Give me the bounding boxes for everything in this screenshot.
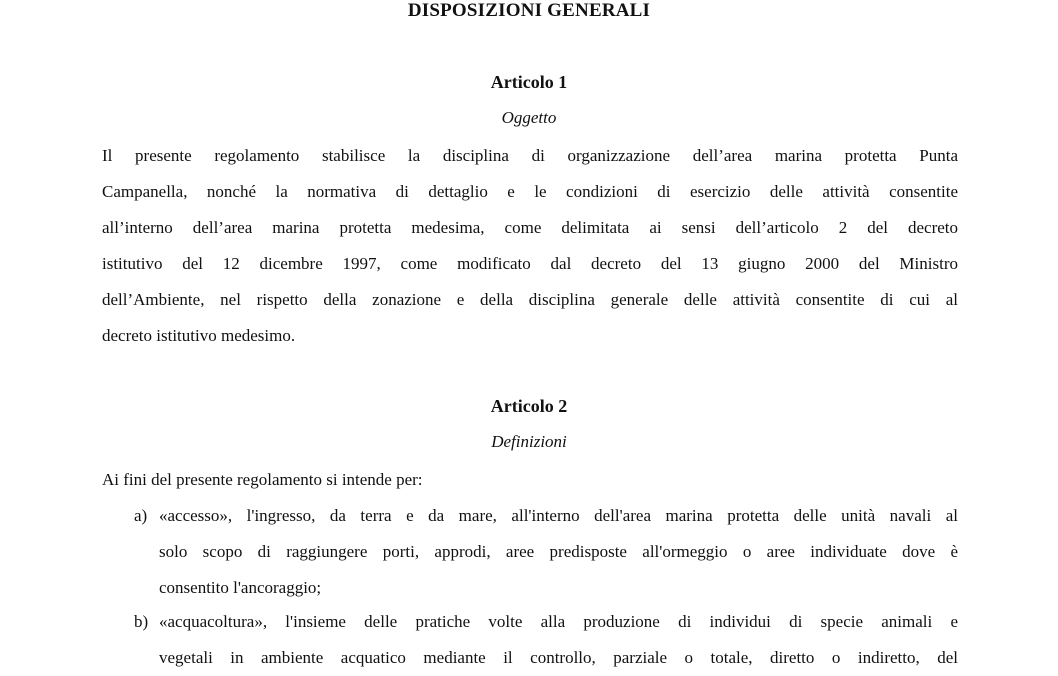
article-2-subtitle: Definizioni [491,432,567,451]
definition-line: «accesso», l'ingresso, da terra e da mare, all'interno dell'area marina protetta delle unità navali al [159,506,958,525]
paragraph-line: Il presente regolamento stabilisce la disciplina di organizzazione dell’area marina protetta Punta [102,146,958,165]
paragraph-line: all’interno dell’area marina protetta medesima, come delimitata ai sensi dell’articolo 2 del decreto [102,218,958,237]
article-1-title: Articolo 1 [490,72,568,92]
article-1-subtitle: Oggetto [501,108,557,127]
article-1-paragraph [102,138,958,354]
paragraph-line: dell’Ambiente, nel rispetto della zonazione e della disciplina generale delle attività consentite di cui al [102,290,958,309]
paragraph-line: decreto istitutivo medesimo. [102,326,296,345]
list-marker: a) [134,506,148,525]
list-marker: b) [134,612,149,631]
definition-line: consentito l'ancoraggio; [159,578,322,597]
article-2-intro [102,462,958,498]
definition-line: vegetali in ambiente acquatico mediante il controllo, parziale o totale, diretto o indiretto, del [159,648,958,667]
paragraph-line: istitutivo del 12 dicembre 1997, come modificato dal decreto del 13 giugno 2000 del Ministro [102,254,958,273]
definition-line: «acquacoltura», l'insieme delle pratiche volte alla produzione di individui di specie animali e [159,612,958,631]
paragraph-line: Campanella, nonché la normativa di dettaglio e le condizioni di esercizio delle attività consentite [102,182,958,201]
definition-line: solo scopo di raggiungere porti, approdi, aree predisposte all'ormeggio o aree individuate dove è [159,542,958,561]
definition-text [159,498,958,606]
section-title: DISPOSIZIONI GENERALI [407,0,651,21]
intro-line: Ai fini del presente regolamento si intende per: [102,470,423,489]
article-2-title: Articolo 2 [490,396,568,416]
definition-text [159,604,958,676]
